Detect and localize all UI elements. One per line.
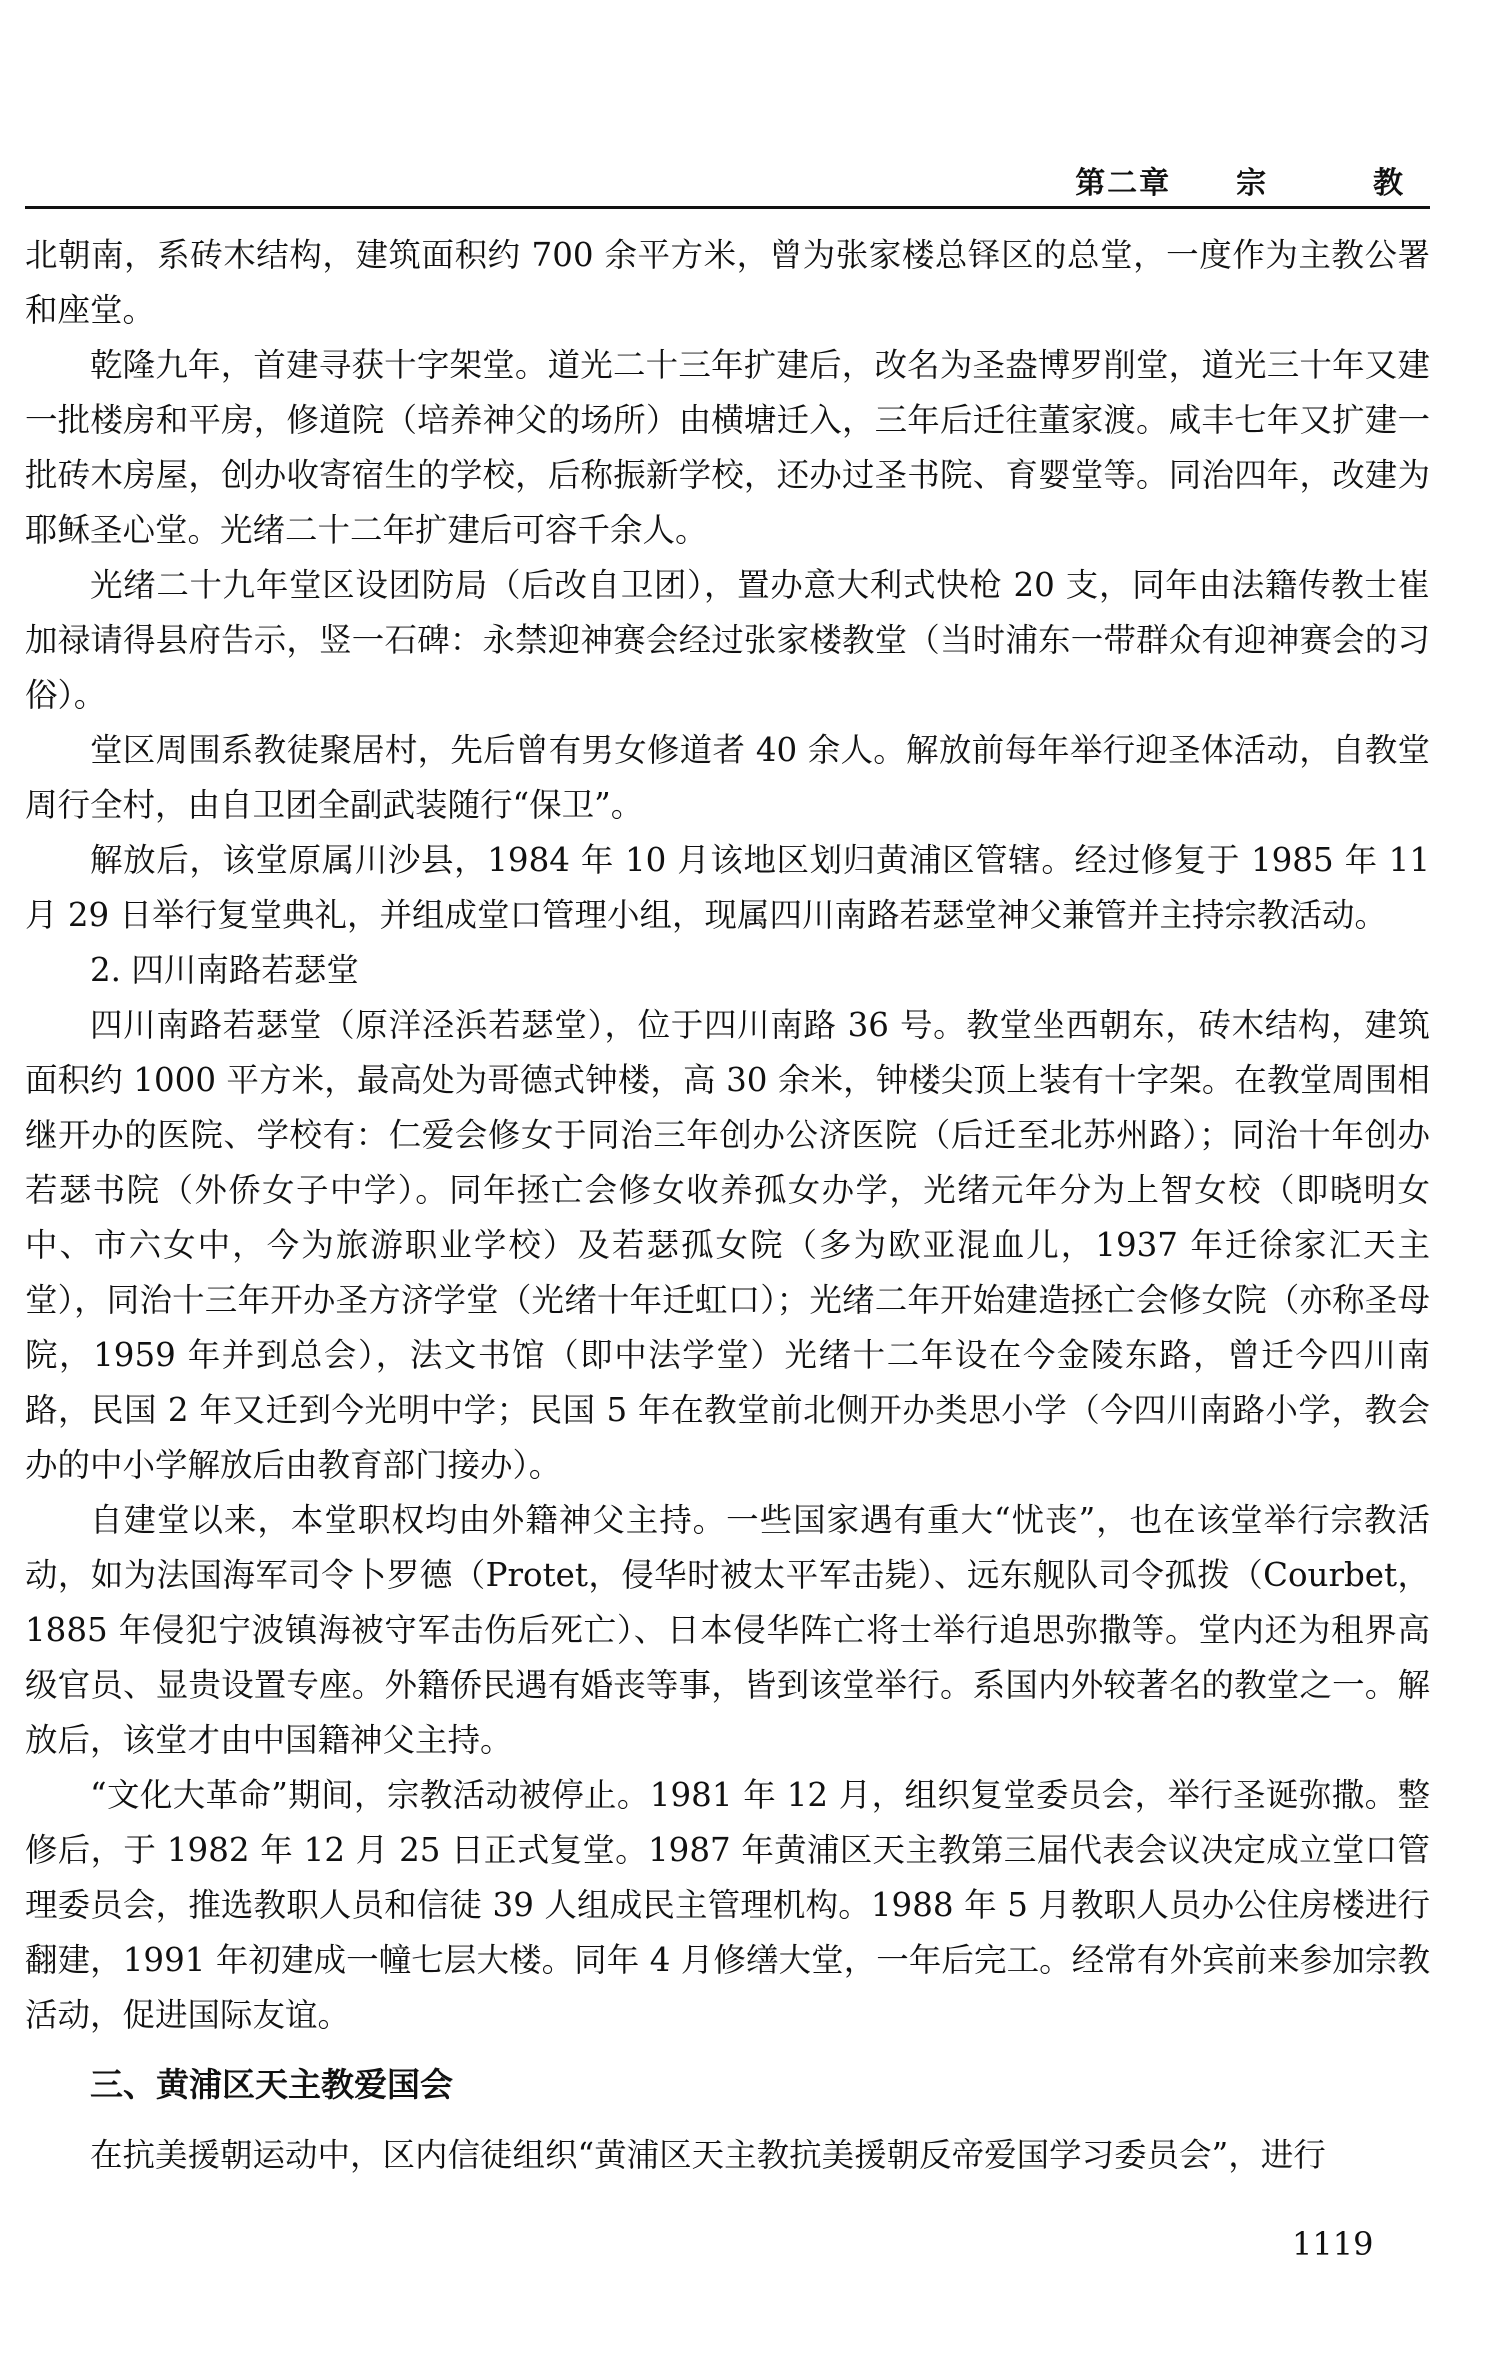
paragraph: 在抗美援朝运动中，区内信徒组织“黄浦区天主教抗美援朝反帝爱国学习委员会”，进行 [90, 2136, 1326, 2174]
paragraph: 北朝南，系砖木结构，建筑面积约 700 余平方米，曾为张家楼总铎区的总堂，一度作为主教公署和座堂。 [25, 236, 1430, 329]
paragraph: “文化大革命”期间，宗教活动被停止。1981 年 12 月，组织复堂委员会，举行圣诞弥撒。整修后，于 1982 年 12 月 25 日正式复堂。1987 年黄浦区天主教第三届代表会议决定成立堂口管理委员会，推选教职人员和信徒 39 人组成民主管理机构。1988 年 5 月教职人员办公住房楼进行翻建，1991 年初建成一幢七层大楼。同年 4 月修缮大堂，一年后完工。经常有外宾前来参加宗教活动，促进国际友谊。 [25, 1776, 1430, 2034]
paragraph: 自建堂以来，本堂职权均由外籍神父主持。一些国家遇有重大“忧丧”，也在该堂举行宗教活动，如为法国海军司令卜罗德（Protet，侵华时被太平军击毙）、远东舰队司令孤拨（Courbet，1885 年侵犯宁波镇海被守军击伤后死亡）、日本侵华阵亡将士举行追思弥撒等。堂内还为租界高级官员、显贵设置专座。外籍侨民遇有婚丧等事，皆到该堂举行。系国内外较著名的教堂之一。解放后，该堂才由中国籍神父主持。 [25, 1501, 1430, 1759]
page-number: 1119 [1292, 2225, 1374, 2263]
chapter-label: 第二章 [1075, 166, 1172, 201]
section-heading: 三、黄浦区天主教爱国会 [90, 2065, 453, 2104]
running-header [1075, 158, 1405, 202]
body-text [25, 228, 1430, 2183]
chapter-title-part2: 教 [1373, 166, 1405, 201]
paragraph: 乾隆九年，首建寻获十字架堂。道光二十三年扩建后，改名为圣盎博罗削堂，道光三十年又建一批楼房和平房，修道院（培养神父的场所）由横塘迁入，三年后迁往董家渡。咸丰七年又扩建一批砖木房屋，创办收寄宿生的学校，后称振新学校，还办过圣书院、育婴堂等。同治四年，改建为耶稣圣心堂。光绪二十二年扩建后可容千余人。 [25, 346, 1430, 549]
header-rule [25, 206, 1430, 209]
paragraph: 堂区周围系教徒聚居村，先后曾有男女修道者 40 余人。解放前每年举行迎圣体活动，自教堂周行全村，由自卫团全副武装随行“保卫”。 [25, 731, 1430, 824]
chapter-title-part1: 宗 [1236, 166, 1269, 201]
paragraph: 光绪二十九年堂区设团防局（后改自卫团），置办意大利式快枪 20 支，同年由法籍传教士崔加禄请得县府告示，竖一石碑：永禁迎神赛会经过张家楼教堂（当时浦东一带群众有迎神赛会的习俗）。 [25, 566, 1430, 714]
paragraph: 四川南路若瑟堂（原洋泾浜若瑟堂），位于四川南路 36 号。教堂坐西朝东，砖木结构，建筑面积约 1000 平方米，最高处为哥德式钟楼，高 30 余米，钟楼尖顶上装有十字架。在教堂周围相继开办的医院、学校有：仁爱会修女于同治三年创办公济医院（后迁至北苏州路）；同治十年创办若瑟书院（外侨女子中学）。同年拯亡会修女收养孤女办学，光绪元年分为上智女校（即晓明女中、市六女中，今为旅游职业学校）及若瑟孤女院（多为欧亚混血儿，1937 年迁徐家汇天主堂），同治十三年开办圣方济学堂（光绪十年迁虹口）；光绪二年开始建造拯亡会修女院（亦称圣母院，1959 年并到总会），法文书馆（即中法学堂）光绪十二年设在今金陵东路，曾迁今四川南路，民国 2 年又迁到今光明中学；民国 5 年在教堂前北侧开办类思小学（今四川南路小学，教会办的中小学解放后由教育部门接办）。 [25, 1006, 1430, 1484]
subsection-heading: 2. 四川南路若瑟堂 [90, 951, 359, 989]
paragraph: 解放后，该堂原属川沙县，1984 年 10 月该地区划归黄浦区管辖。经过修复于 1985 年 11 月 29 日举行复堂典礼，并组成堂口管理小组，现属四川南路若瑟堂神父兼管并主持宗教活动。 [25, 841, 1430, 934]
